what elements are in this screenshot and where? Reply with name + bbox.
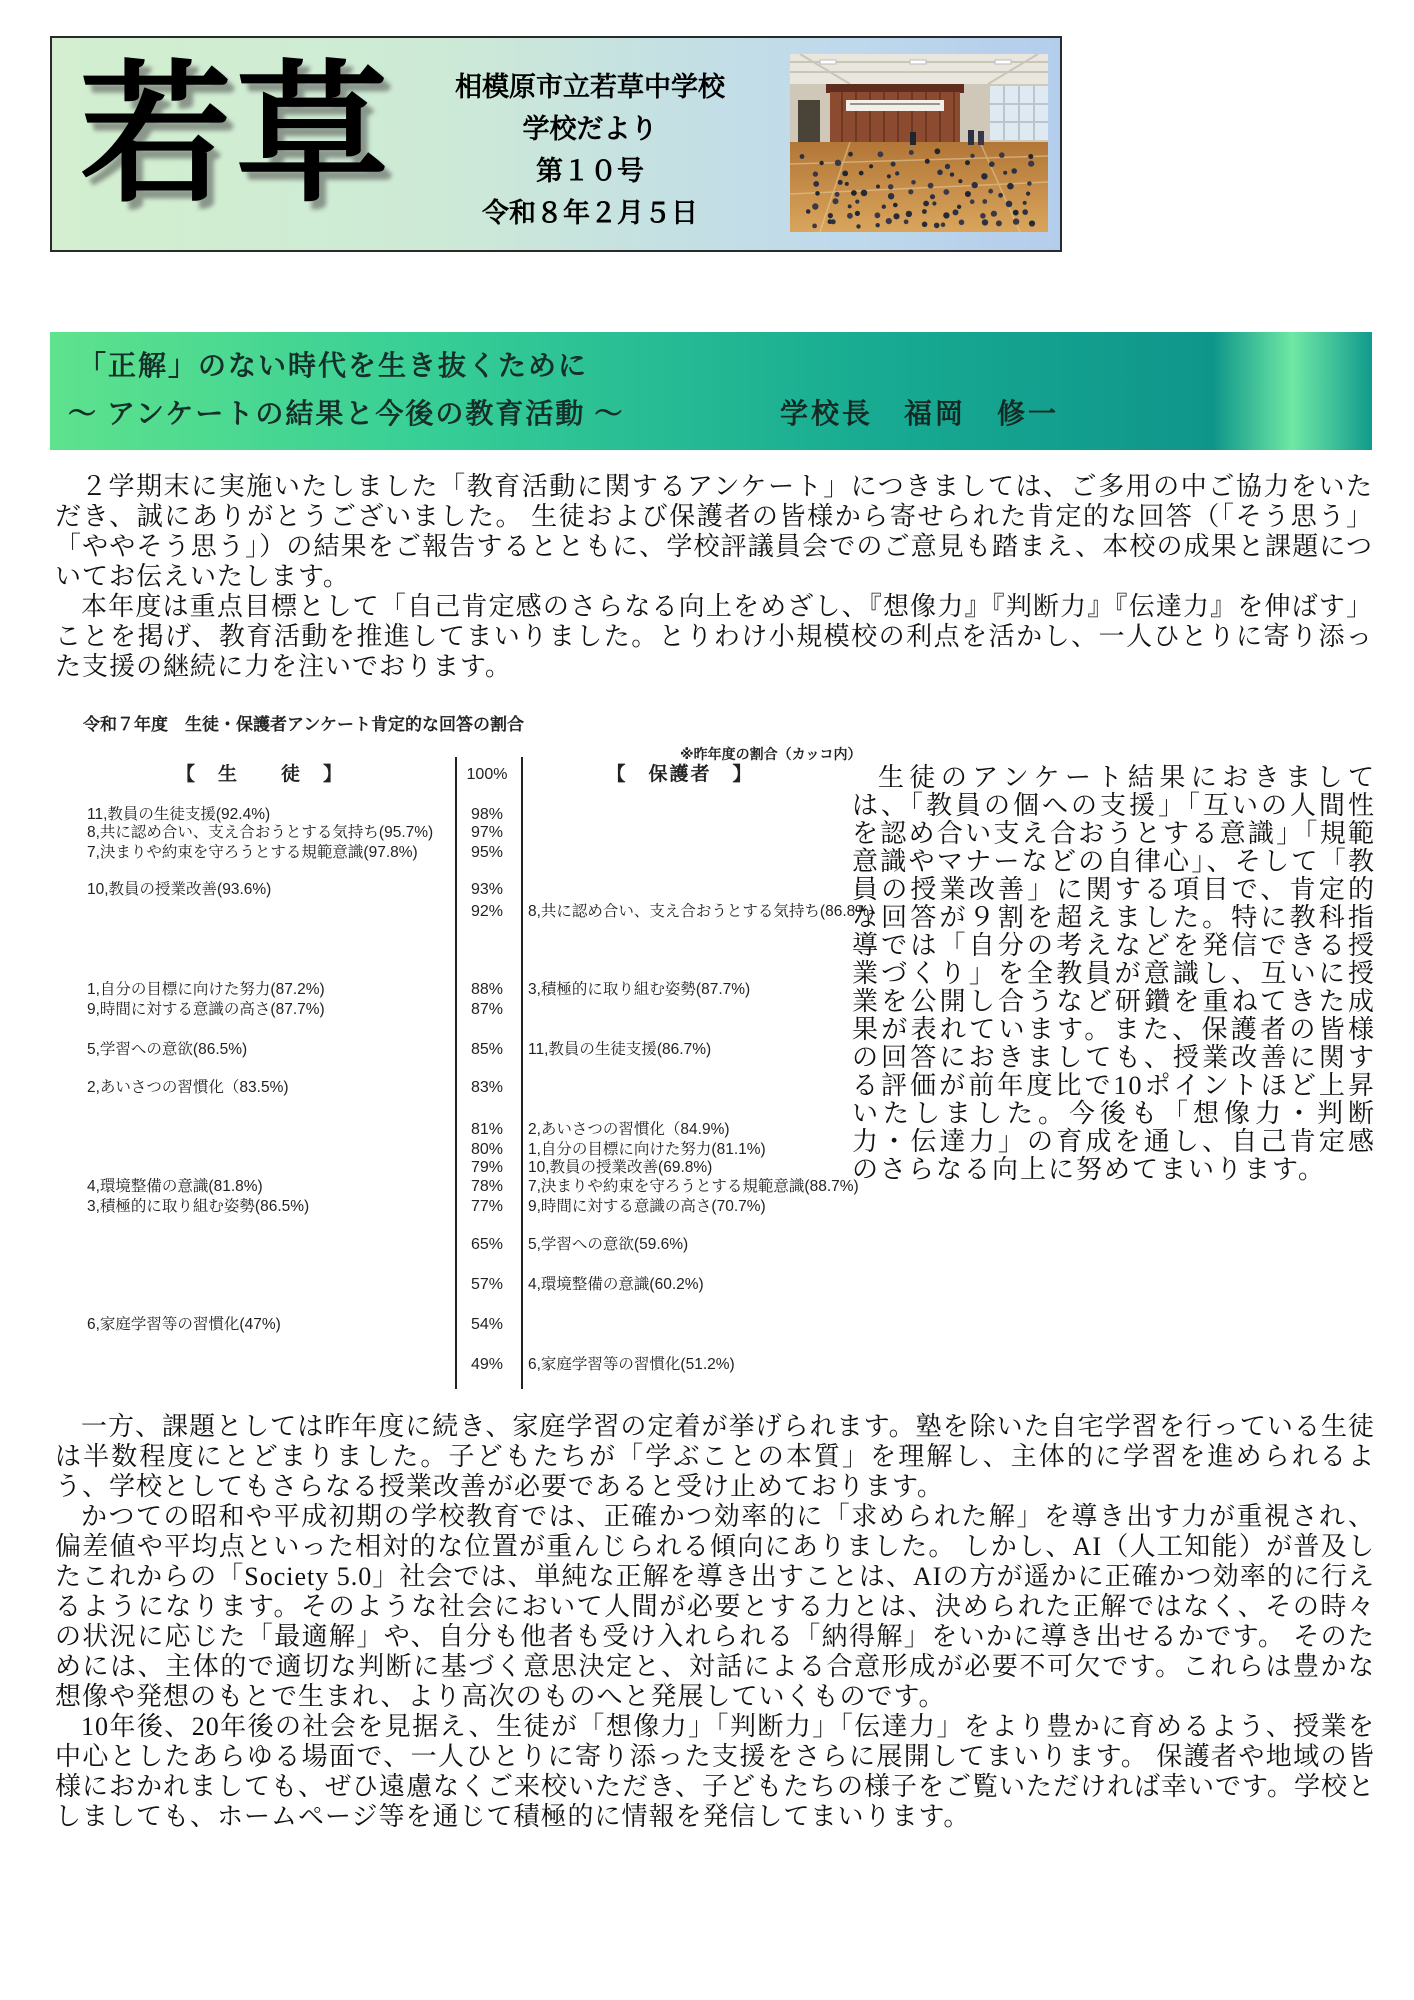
parent-label: 6,家庭学習等の習慣化(51.2%) [528, 1356, 735, 1373]
scale-label: 100% [466, 766, 508, 783]
scale-label: 79% [470, 1159, 504, 1176]
scale-label: 49% [470, 1356, 504, 1373]
scale-label: 85% [470, 1041, 504, 1058]
scale-label: 88% [470, 981, 504, 998]
banner-title-line2: ～ アンケートの結果と今後の教育活動 ～ [68, 399, 625, 430]
student-label: 4,環境整備の意識(81.8%) [87, 1178, 263, 1195]
parent-label: 9,時間に対する意識の高さ(70.7%) [528, 1198, 766, 1215]
parent-label: 10,教員の授業改善(69.8%) [528, 1159, 713, 1176]
issue-number: 第１０号 [536, 156, 644, 186]
parent-label: 3,積極的に取り組む姿勢(87.7%) [528, 981, 751, 998]
chart-note: ※昨年度の割合（カッコ内） [680, 746, 862, 762]
commentary-column [852, 764, 1376, 1184]
student-label: 8,共に認め合い、支え合おうとする気持ち(95.7%) [87, 824, 434, 841]
parent-label: 2,あいさつの習慣化（84.9%) [528, 1121, 730, 1138]
survey-chart [50, 753, 880, 1398]
banner-title-line1: 「正解」のない時代を生き抜くために [78, 351, 589, 382]
student-label: 7,決まりや約束を守ろうとする規範意識(97.8%) [87, 844, 418, 861]
issue-date: 令和８年２月５日 [482, 198, 698, 228]
scale-label: 93% [470, 881, 504, 898]
student-label: 6,家庭学習等の習慣化(47%) [87, 1316, 281, 1333]
closing-paragraph: 一方、課題としては昨年度に続き、家庭学習の定着が挙げられます。塾を除いた自宅学習を行っている生徒は半数程度にとどまりました。子どもたちが「学ぶことの本質」を理解し、主体的に学習を進められるよう、学校としてもさらなる授業改善が必要であると受け止めております。 [55, 1412, 1375, 1501]
scale-label: 80% [470, 1141, 504, 1158]
school-info [404, 66, 776, 234]
scale-label: 98% [470, 806, 504, 823]
gym-photo [790, 54, 1048, 232]
scale-label: 54% [470, 1316, 504, 1333]
student-label: 11,教員の生徒支援(92.4%) [87, 806, 271, 823]
parents-header: 【 保護者 】 [606, 764, 754, 785]
intro-paragraph: ２学期末に実施いたしました「教育活動に関するアンケート」につきましては、ご多用の中ご協力をいただき、誠にありがとうございました。 生徒および保護者の皆様から寄せられた肯定的な回答（「そう思う」「ややそう思う」）の結果をご報告するとともに、学校評議員会でのご意見も踏まえ、本校の成果と課題についてお伝えいたします。 [55, 472, 1373, 591]
student-label: 5,学習への意欲(86.5%) [87, 1041, 248, 1058]
masthead-title: 若草 [80, 52, 392, 220]
student-label: 10,教員の授業改善(93.6%) [87, 881, 272, 898]
chart-title: 令和７年度 生徒・保護者アンケート肯定的な回答の割合 [83, 715, 524, 734]
parent-label: 1,自分の目標に向けた努力(81.1%) [528, 1141, 766, 1158]
closing-paragraph: かつての昭和や平成初期の学校教育では、正確かつ効率的に「求められた解」を導き出す力が重視され、偏差値や平均点といった相対的な位置が重んじられる傾向にありました。 しかし、AI（人工知能）が普及したこれからの「Society 5.0」社会では、単純な正解を導き出すことは、AIの方が遥かに正確かつ効率的に行えるようになります。そのような社会において人間が必要とする力とは、決められた正解ではなく、その時々の状況に応じた「最適解」や、自分も他者も受け入れられる「納得解」をいかに導き出せるかです。 そのためには、主体的で適切な判断に基づく意思決定と、対話による合意形成が必要不可欠です。これらは豊かな想像や発想のもとで生まれ、より高次のものへと発展していくものです。 [55, 1502, 1375, 1711]
header-box [50, 36, 1062, 252]
newsletter-type: 学校だより [522, 114, 658, 144]
parent-label: 8,共に認め合い、支え合おうとする気持ち(86.8%) [528, 903, 875, 920]
title-banner [50, 332, 1372, 450]
scale-label: 83% [470, 1079, 504, 1096]
scale-label: 97% [470, 824, 504, 841]
scale-label: 77% [470, 1198, 504, 1215]
scale-label: 65% [470, 1236, 504, 1253]
parent-label: 5,学習への意欲(59.6%) [528, 1236, 689, 1253]
commentary-paragraph: 生徒のアンケート結果におきましては、「教員の個への支援」「互いの人間性を認め合い支え合おうとする意識」「規範意識やマナーなどの自律心」、そして「教員の授業改善」に関する項目で、肯定的な回答が９割を超えました。特に教科指導では「自分の考えなどを発信できる授業づくり」を全教員が意識し、互いに授業を公開し合うなど研鑽を重ねてきた成果が表れています。また、保護者の皆様の回答におきましても、授業改善に関する評価が前年度比で10ポイントほど上昇いたしました。今後も「想像力・判断力・伝達力」の育成を通し、自己肯定感のさらなる向上に努めてまいります。 [852, 763, 1376, 1184]
intro-section [55, 472, 1373, 682]
parent-label: 7,決まりや約束を守ろうとする規範意識(88.7%) [528, 1178, 859, 1195]
parent-label: 4,環境整備の意識(60.2%) [528, 1276, 704, 1293]
scale-label: 87% [470, 1001, 504, 1018]
school-name: 相模原市立若草中学校 [455, 72, 725, 102]
gym-photo-illustration [790, 54, 1048, 232]
student-label: 3,積極的に取り組む姿勢(86.5%) [87, 1198, 310, 1215]
scale-label: 95% [470, 844, 504, 861]
student-label: 1,自分の目標に向けた努力(87.2%) [87, 981, 325, 998]
student-label: 9,時間に対する意識の高さ(87.7%) [87, 1001, 325, 1018]
closing-section [55, 1412, 1375, 1832]
closing-paragraph: 10年後、20年後の社会を見据え、生徒が「想像力」「判断力」「伝達力」をより豊かに育めるよう、授業を中心としたあらゆる場面で、一人ひとりに寄り添った支援をさらに展開してまいります。 保護者や地域の皆様におかれましても、ぜひ遠慮なくご来校いただき、子どもたちの様子をご覧いただければ幸いです。学校としましても、ホームページ等を通じて積極的に情報を発信してまいります。 [55, 1712, 1375, 1831]
student-label: 2,あいさつの習慣化（83.5%) [87, 1079, 289, 1096]
banner-author: 学校長 福岡 修一 [780, 399, 1060, 430]
parent-label: 11,教員の生徒支援(86.7%) [528, 1041, 712, 1058]
scale-label: 57% [470, 1276, 504, 1293]
scale-label: 78% [470, 1178, 504, 1195]
scale-label: 81% [470, 1121, 504, 1138]
students-header: 【 生 徒 】 [175, 764, 344, 785]
scale-label: 92% [470, 903, 504, 920]
intro-paragraph: 本年度は重点目標として「自己肯定感のさらなる向上をめざし、『想像力』『判断力』『伝達力』を伸ばす」ことを掲げ、教育活動を推進してまいりました。とりわけ小規模校の利点を活かし、一人ひとりに寄り添った支援の継続に力を注いでおります。 [55, 592, 1373, 681]
